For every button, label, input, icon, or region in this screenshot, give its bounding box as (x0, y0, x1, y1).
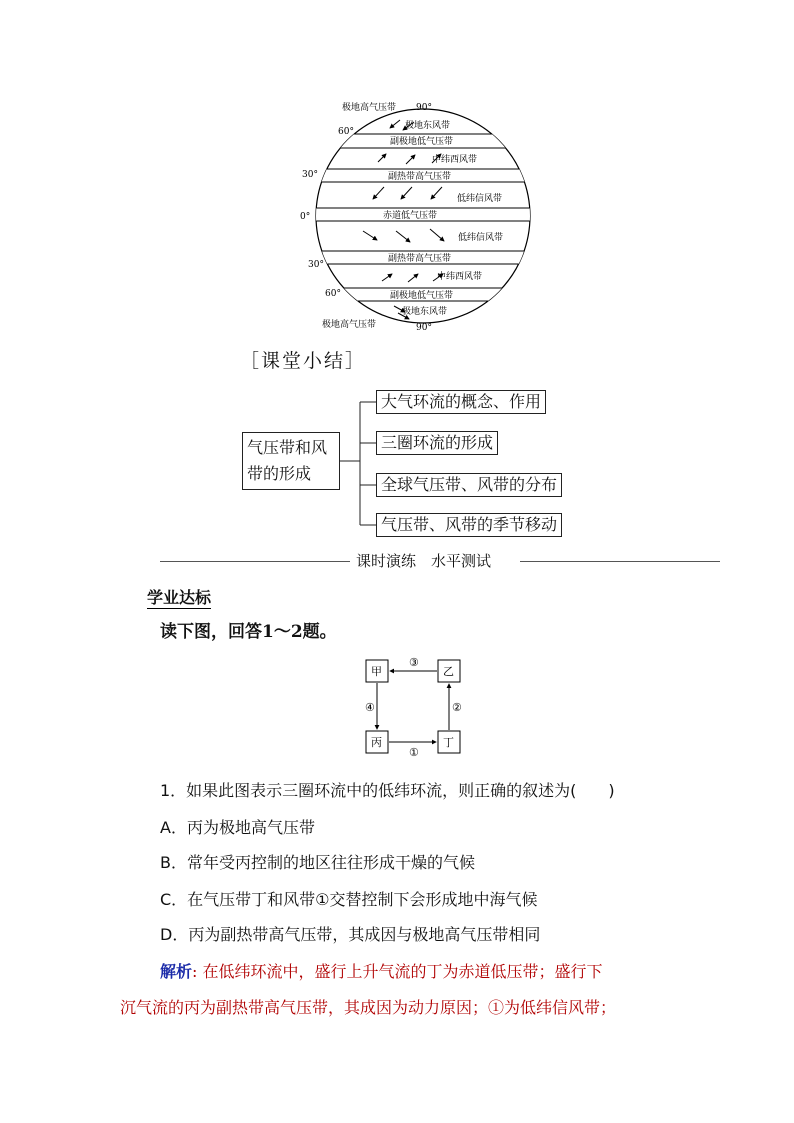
label-0: 0° (300, 212, 311, 222)
circulation-cycle-diagram (360, 655, 470, 760)
summary-title: ［课堂小结］ (240, 350, 367, 372)
summary-connector-lines (340, 390, 380, 540)
option-a: A．丙为极地高气压带 (160, 818, 315, 837)
label-yi: 乙 (443, 665, 454, 678)
label-90-top: 90° (416, 103, 432, 113)
label-60-n: 60° (338, 127, 354, 137)
label-jia: 甲 (371, 665, 382, 678)
option-d: D．丙为副热带高气压带，其成因与极地高气压带相同 (160, 925, 541, 944)
label-subpolar-low-n: 副极地低气压带 (390, 137, 454, 147)
label-ding: 丁 (443, 736, 454, 749)
label-trade-wind-s: 低纬信风带 (458, 233, 504, 243)
divider-line-right (520, 561, 720, 562)
analysis-line2: 沉气流的丙为副热带高气压带，其成因为动力原因；①为低纬信风带； (120, 998, 617, 1017)
label-polar-high-bottom: 极地高气压带 (322, 320, 377, 330)
analysis-label: 解析 (160, 962, 193, 981)
label-subtropical-high-s: 副热带高气压带 (388, 254, 452, 264)
label-polar-easterly-s: 极地东风带 (402, 307, 448, 317)
divider-line-left (160, 561, 350, 562)
label-trade-wind-n: 低纬信风带 (457, 194, 503, 204)
summary-branch-3: 全球气压带、风带的分布 (376, 473, 562, 497)
analysis-text1: : 在低纬环流中，盛行上升气流的丁为赤道低压带；盛行下 (192, 962, 603, 981)
label-arrow-1: ① (409, 746, 419, 759)
label-60-s: 60° (325, 289, 341, 299)
label-90-bottom: 90° (416, 323, 432, 333)
analysis-line1 (160, 959, 603, 982)
label-bing: 丙 (371, 736, 382, 749)
label-arrow-3: ③ (409, 656, 419, 669)
label-arrow-2: ② (452, 701, 462, 714)
label-30-s: 30° (308, 260, 324, 270)
label-polar-easterly-n: 极地东风带 (405, 121, 451, 131)
label-westerly-n: 中纬西风带 (432, 155, 478, 165)
option-b: B．常年受丙控制的地区往往形成干燥的气候 (160, 853, 475, 872)
summary-root-line2: 带的形成 (247, 464, 312, 483)
label-equator-low: 赤道低气压带 (383, 211, 438, 221)
pressure-wind-belt-globe (290, 92, 550, 340)
option-c: C．在气压带丁和风带①交替控制下会形成地中海气候 (160, 890, 538, 909)
intro-text: 读下图，回答1～2题。 (160, 622, 337, 642)
summary-branch-4: 气压带、风带的季节移动 (376, 513, 562, 537)
divider-heading: 课时演练 水平测试 (352, 550, 495, 571)
label-polar-high-top: 极地高气压带 (342, 103, 397, 113)
question-stem: 1．如果此图表示三圈环流中的低纬环流，则正确的叙述为( ) (160, 781, 615, 800)
label-arrow-4: ④ (365, 701, 375, 714)
section-tag: 学业达标 (147, 585, 211, 609)
label-subpolar-low-s: 副极地低气压带 (390, 291, 454, 301)
summary-branch-2: 三圈环流的形成 (376, 431, 498, 455)
summary-branch-1: 大气环流的概念、作用 (376, 390, 546, 414)
label-30-n: 30° (302, 170, 318, 180)
summary-root-line1: 气压带和风 (247, 438, 328, 457)
label-westerly-s: 中纬西风带 (437, 272, 483, 282)
summary-root-box (242, 432, 340, 490)
label-subtropical-high-n: 副热带高气压带 (388, 172, 452, 182)
